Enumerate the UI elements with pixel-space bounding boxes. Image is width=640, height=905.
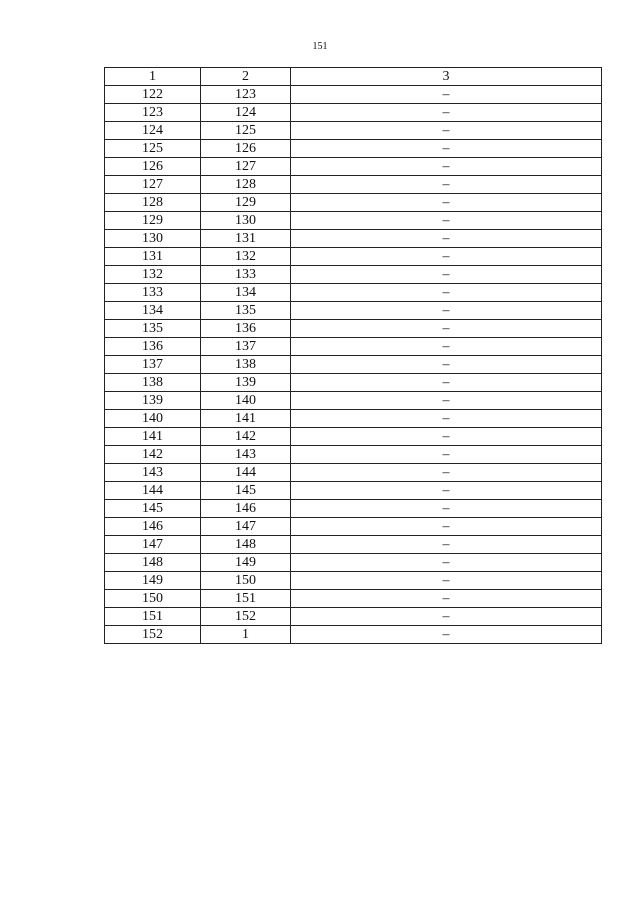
table-row [105, 338, 602, 356]
column-header-2: 2 [201, 68, 291, 86]
table-cell-col-3: – [291, 212, 602, 230]
table-cell-col-3: – [291, 320, 602, 338]
table-row [105, 536, 602, 554]
table-cell-col-1: 132 [105, 266, 201, 284]
table-cell-col-1: 138 [105, 374, 201, 392]
table-cell-col-2: 141 [201, 410, 291, 428]
table-cell-col-1: 135 [105, 320, 201, 338]
table-cell-col-1: 146 [105, 518, 201, 536]
table-cell-col-2: 142 [201, 428, 291, 446]
table-cell-col-1: 151 [105, 608, 201, 626]
table-cell-col-2: 125 [201, 122, 291, 140]
table-cell-col-2: 133 [201, 266, 291, 284]
header-row [105, 68, 602, 86]
table-cell-col-3: – [291, 374, 602, 392]
table-row [105, 356, 602, 374]
table-cell-col-3: – [291, 464, 602, 482]
table-cell-col-3: – [291, 518, 602, 536]
table-cell-col-2: 145 [201, 482, 291, 500]
table-cell-col-3: – [291, 428, 602, 446]
table-row [105, 500, 602, 518]
table-row [105, 410, 602, 428]
table-row [105, 320, 602, 338]
table-cell-col-1: 122 [105, 86, 201, 104]
table-row [105, 626, 602, 644]
table-cell-col-1: 127 [105, 176, 201, 194]
table-cell-col-2: 129 [201, 194, 291, 212]
table-cell-col-1: 131 [105, 248, 201, 266]
table-cell-col-2: 148 [201, 536, 291, 554]
table-cell-col-1: 141 [105, 428, 201, 446]
table-cell-col-3: – [291, 158, 602, 176]
table-cell-col-3: – [291, 104, 602, 122]
table-cell-col-3: – [291, 410, 602, 428]
table-cell-col-2: 1 [201, 626, 291, 644]
table-cell-col-3: – [291, 590, 602, 608]
table-cell-col-1: 134 [105, 302, 201, 320]
table-cell-col-1: 147 [105, 536, 201, 554]
column-header-3: 3 [291, 68, 602, 86]
table-cell-col-1: 130 [105, 230, 201, 248]
table-row [105, 140, 602, 158]
table-row [105, 428, 602, 446]
table-cell-col-1: 142 [105, 446, 201, 464]
table-row [105, 104, 602, 122]
table-cell-col-2: 127 [201, 158, 291, 176]
table-cell-col-3: – [291, 194, 602, 212]
table-cell-col-2: 137 [201, 338, 291, 356]
table-row [105, 248, 602, 266]
table-cell-col-2: 135 [201, 302, 291, 320]
table-cell-col-1: 129 [105, 212, 201, 230]
table-cell-col-1: 148 [105, 554, 201, 572]
table-cell-col-3: – [291, 536, 602, 554]
table-cell-col-3: – [291, 266, 602, 284]
page-number: 151 [312, 41, 328, 52]
table-row [105, 608, 602, 626]
table-row [105, 446, 602, 464]
table-cell-col-2: 134 [201, 284, 291, 302]
table-row [105, 284, 602, 302]
table-cell-col-3: – [291, 446, 602, 464]
table-cell-col-1: 150 [105, 590, 201, 608]
table-cell-col-2: 131 [201, 230, 291, 248]
table-cell-col-3: – [291, 302, 602, 320]
table-row [105, 176, 602, 194]
table-cell-col-1: 137 [105, 356, 201, 374]
table-row [105, 590, 602, 608]
table-cell-col-1: 152 [105, 626, 201, 644]
table-cell-col-3: – [291, 572, 602, 590]
table-cell-col-2: 150 [201, 572, 291, 590]
data-table [104, 67, 602, 644]
table-cell-col-2: 124 [201, 104, 291, 122]
table-cell-col-2: 136 [201, 320, 291, 338]
table-cell-col-3: – [291, 626, 602, 644]
table-cell-col-1: 125 [105, 140, 201, 158]
table-cell-col-3: – [291, 338, 602, 356]
table-row [105, 518, 602, 536]
table-cell-col-1: 126 [105, 158, 201, 176]
table-cell-col-3: – [291, 608, 602, 626]
table-cell-col-1: 139 [105, 392, 201, 410]
table-row [105, 572, 602, 590]
table-cell-col-2: 138 [201, 356, 291, 374]
table-cell-col-2: 139 [201, 374, 291, 392]
table-cell-col-3: – [291, 356, 602, 374]
table-cell-col-3: – [291, 500, 602, 518]
table-cell-col-2: 147 [201, 518, 291, 536]
table-cell-col-1: 124 [105, 122, 201, 140]
table-cell-col-1: 128 [105, 194, 201, 212]
table-cell-col-1: 145 [105, 500, 201, 518]
table-cell-col-3: – [291, 284, 602, 302]
table-cell-col-2: 143 [201, 446, 291, 464]
table-cell-col-2: 144 [201, 464, 291, 482]
table-cell-col-2: 128 [201, 176, 291, 194]
table-cell-col-2: 126 [201, 140, 291, 158]
table-cell-col-1: 149 [105, 572, 201, 590]
table-cell-col-2: 149 [201, 554, 291, 572]
table-cell-col-2: 152 [201, 608, 291, 626]
table-cell-col-2: 146 [201, 500, 291, 518]
table-cell-col-3: – [291, 554, 602, 572]
table-cell-col-1: 136 [105, 338, 201, 356]
table-row [105, 464, 602, 482]
table-cell-col-3: – [291, 248, 602, 266]
table-cell-col-3: – [291, 122, 602, 140]
table-cell-col-1: 123 [105, 104, 201, 122]
table-row [105, 122, 602, 140]
table-row [105, 302, 602, 320]
table-cell-col-1: 144 [105, 482, 201, 500]
table-row [105, 554, 602, 572]
table-body [105, 86, 602, 644]
column-header-1: 1 [105, 68, 201, 86]
table-cell-col-2: 132 [201, 248, 291, 266]
table-row [105, 482, 602, 500]
table-row [105, 392, 602, 410]
table-row [105, 194, 602, 212]
table-row [105, 212, 602, 230]
table-row [105, 374, 602, 392]
table-cell-col-2: 130 [201, 212, 291, 230]
table-cell-col-3: – [291, 86, 602, 104]
table-row [105, 158, 602, 176]
table-cell-col-1: 133 [105, 284, 201, 302]
table-cell-col-2: 123 [201, 86, 291, 104]
table-row [105, 230, 602, 248]
table-cell-col-2: 151 [201, 590, 291, 608]
table-cell-col-3: – [291, 392, 602, 410]
table-row [105, 266, 602, 284]
table-cell-col-1: 143 [105, 464, 201, 482]
table-cell-col-2: 140 [201, 392, 291, 410]
table-cell-col-1: 140 [105, 410, 201, 428]
table-cell-col-3: – [291, 482, 602, 500]
table-cell-col-3: – [291, 176, 602, 194]
table-row [105, 86, 602, 104]
table-cell-col-3: – [291, 230, 602, 248]
table-cell-col-3: – [291, 140, 602, 158]
